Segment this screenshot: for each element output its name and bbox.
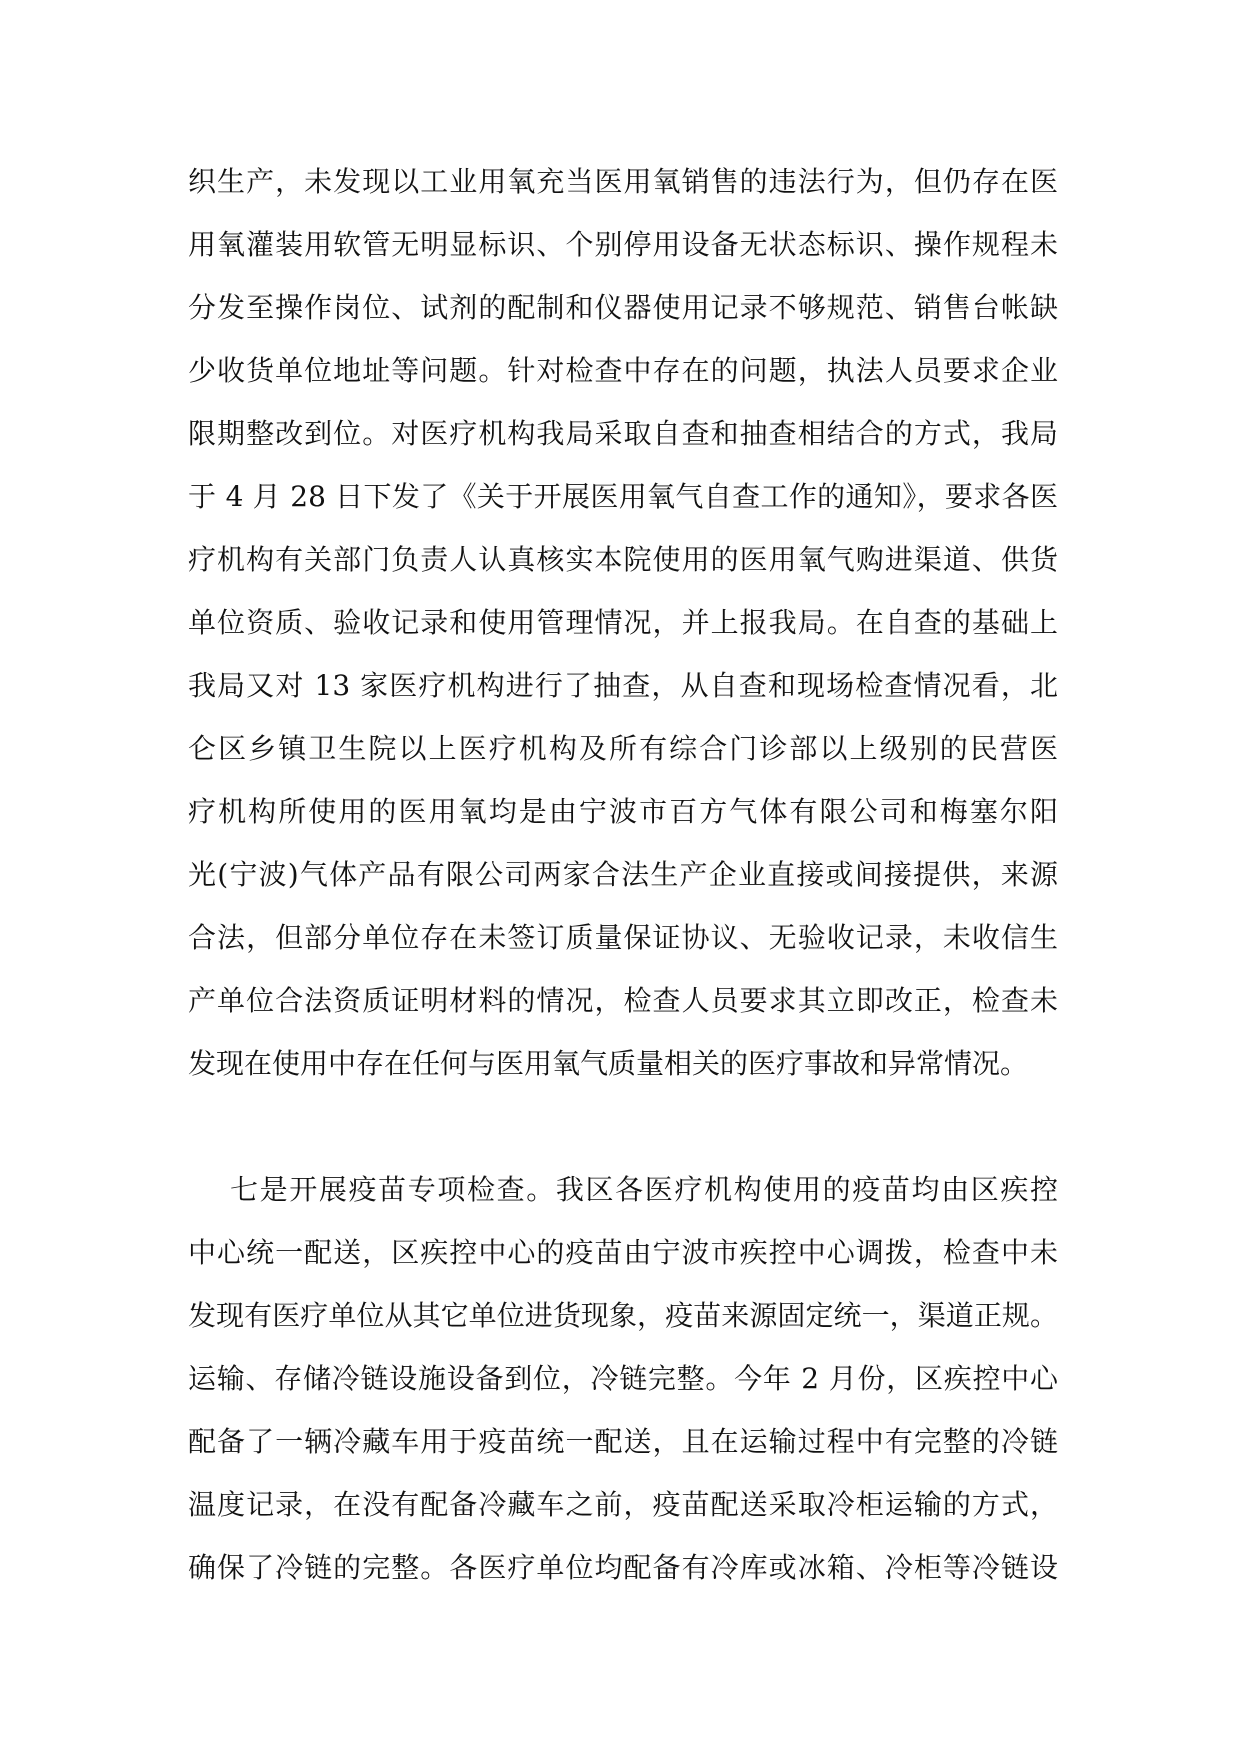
text-line: 中心统一配送，区疾控中心的疫苗由宁波市疾控中心调拨，检查中未: [188, 1236, 1058, 1269]
text-line: 温度记录，在没有配备冷藏车之前，疫苗配送采取冷柜运输的方式，: [188, 1488, 1058, 1521]
paragraph-vaccine-inspection: [188, 1158, 1058, 1599]
text-line: 仑区乡镇卫生院以上医疗机构及所有综合门诊部以上级别的民营医: [188, 732, 1058, 765]
text-line: 合法，但部分单位存在未签订质量保证协议、无验收记录，未收信生: [188, 921, 1058, 954]
text-line: 分发至操作岗位、试剂的配制和仪器使用记录不够规范、销售台帐缺: [188, 291, 1058, 324]
text-line: 发现有医疗单位从其它单位进货现象，疫苗来源固定统一，渠道正规。: [188, 1299, 1058, 1332]
text-line: 产单位合法资质证明材料的情况，检查人员要求其立即改正，检查未: [188, 984, 1058, 1017]
text-line: 限期整改到位。对医疗机构我局采取自查和抽查相结合的方式，我局: [188, 417, 1058, 450]
text-line: 发现在使用中存在任何与医用氧气质量相关的医疗事故和异常情况。: [188, 1047, 1029, 1080]
text-line: 运输、存储冷链设施设备到位，冷链完整。今年 2 月份，区疾控中心: [188, 1362, 1058, 1395]
text-line: 疗机构所使用的医用氧均是由宁波市百方气体有限公司和梅塞尔阳: [188, 795, 1058, 828]
paragraph-oxygen-inspection: [188, 150, 1058, 1095]
text-line: 用氧灌装用软管无明显标识、个别停用设备无状态标识、操作规程未: [188, 228, 1058, 261]
text-line: 确保了冷链的完整。各医疗单位均配备有冷库或冰箱、冷柜等冷链设: [188, 1551, 1058, 1584]
text-line: 疗机构有关部门负责人认真核实本院使用的医用氧气购进渠道、供货: [188, 543, 1058, 576]
text-line: 光(宁波)气体产品有限公司两家合法生产企业直接或间接提供，来源: [188, 858, 1058, 891]
text-line: 配备了一辆冷藏车用于疫苗统一配送，且在运输过程中有完整的冷链: [188, 1425, 1058, 1458]
text-line: 我局又对 13 家医疗机构进行了抽查，从自查和现场检查情况看，北: [188, 669, 1058, 702]
text-line: 七是开展疫苗专项检查。我区各医疗机构使用的疫苗均由区疾控: [230, 1173, 1058, 1206]
text-line: 织生产，未发现以工业用氧充当医用氧销售的违法行为，但仍存在医: [188, 165, 1058, 198]
text-line: 少收货单位地址等问题。针对检查中存在的问题，执法人员要求企业: [188, 354, 1058, 387]
text-line: 单位资质、验收记录和使用管理情况，并上报我局。在自查的基础上: [188, 606, 1058, 639]
text-line: 于 4 月 28 日下发了《关于开展医用氧气自查工作的通知》，要求各医: [188, 480, 1058, 513]
